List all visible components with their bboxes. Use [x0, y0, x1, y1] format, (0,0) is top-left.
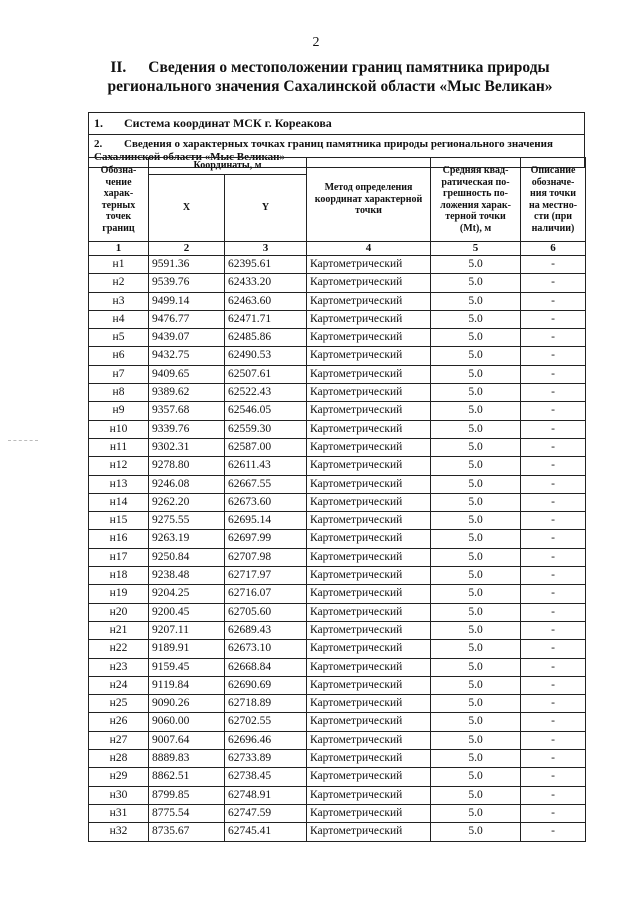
- description-cell: -: [521, 731, 586, 749]
- table-row: [89, 640, 586, 658]
- header-y: Y: [225, 175, 307, 242]
- point-id: н23: [89, 658, 149, 676]
- coordinates-table: [88, 157, 586, 842]
- method-cell: Картометрический: [307, 329, 431, 347]
- coord-y: 62395.61: [225, 256, 307, 274]
- error-cell: 5.0: [431, 823, 521, 841]
- coord-y: 62471.71: [225, 310, 307, 328]
- table-row: [89, 621, 586, 639]
- error-cell: 5.0: [431, 310, 521, 328]
- description-cell: -: [521, 676, 586, 694]
- table-row: [89, 750, 586, 768]
- coord-x: 8862.51: [149, 768, 225, 786]
- error-cell: 5.0: [431, 585, 521, 603]
- column-number: 5: [431, 242, 521, 256]
- error-cell: 5.0: [431, 731, 521, 749]
- coord-x: 9263.19: [149, 530, 225, 548]
- coord-x: 9159.45: [149, 658, 225, 676]
- description-cell: -: [521, 329, 586, 347]
- column-numbers-row: [89, 242, 586, 256]
- coord-x: 9275.55: [149, 512, 225, 530]
- column-number: 3: [225, 242, 307, 256]
- coord-x: 9409.65: [149, 365, 225, 383]
- description-cell: -: [521, 274, 586, 292]
- section-title-line2: регионального значения Сахалинской области «Мыс Великан»: [107, 78, 553, 95]
- point-id: н22: [89, 640, 149, 658]
- method-cell: Картометрический: [307, 256, 431, 274]
- point-id: н15: [89, 512, 149, 530]
- table-row: [89, 695, 586, 713]
- coord-y: 62747.59: [225, 804, 307, 822]
- coord-y: 62696.46: [225, 731, 307, 749]
- description-cell: -: [521, 786, 586, 804]
- coord-x: 9204.25: [149, 585, 225, 603]
- table-row: [89, 731, 586, 749]
- error-cell: 5.0: [431, 292, 521, 310]
- error-cell: 5.0: [431, 640, 521, 658]
- method-cell: Картометрический: [307, 804, 431, 822]
- error-cell: 5.0: [431, 457, 521, 475]
- method-cell: Картометрический: [307, 310, 431, 328]
- point-id: н6: [89, 347, 149, 365]
- coord-x: 9278.80: [149, 457, 225, 475]
- method-cell: Картометрический: [307, 402, 431, 420]
- method-cell: Картометрический: [307, 530, 431, 548]
- table-row: [89, 457, 586, 475]
- coord-y: 62546.05: [225, 402, 307, 420]
- method-cell: Картометрический: [307, 695, 431, 713]
- header-description: Описание обозначе-ния точки на местно-сти (при наличии): [521, 158, 586, 242]
- method-cell: Картометрический: [307, 512, 431, 530]
- coord-y: 62433.20: [225, 274, 307, 292]
- description-cell: -: [521, 585, 586, 603]
- table-row: [89, 548, 586, 566]
- error-cell: 5.0: [431, 750, 521, 768]
- coord-x: 8889.83: [149, 750, 225, 768]
- point-id: н2: [89, 274, 149, 292]
- coordinate-system-row: [89, 113, 585, 135]
- error-cell: 5.0: [431, 365, 521, 383]
- coord-y: 62702.55: [225, 713, 307, 731]
- table-row: [89, 530, 586, 548]
- point-id: н4: [89, 310, 149, 328]
- table-row: [89, 420, 586, 438]
- description-cell: -: [521, 603, 586, 621]
- point-id: н28: [89, 750, 149, 768]
- table-row: [89, 438, 586, 456]
- description-cell: -: [521, 310, 586, 328]
- point-id: н16: [89, 530, 149, 548]
- point-id: н30: [89, 786, 149, 804]
- point-id: н9: [89, 402, 149, 420]
- error-cell: 5.0: [431, 512, 521, 530]
- error-cell: 5.0: [431, 402, 521, 420]
- method-cell: Картометрический: [307, 292, 431, 310]
- coord-y: 62695.14: [225, 512, 307, 530]
- coord-y: 62733.89: [225, 750, 307, 768]
- error-cell: 5.0: [431, 768, 521, 786]
- error-cell: 5.0: [431, 713, 521, 731]
- table-row: [89, 786, 586, 804]
- table-row: [89, 676, 586, 694]
- error-cell: 5.0: [431, 621, 521, 639]
- method-cell: Картометрический: [307, 457, 431, 475]
- coord-x: 9007.64: [149, 731, 225, 749]
- error-cell: 5.0: [431, 567, 521, 585]
- coord-x: 9090.26: [149, 695, 225, 713]
- table-row: [89, 658, 586, 676]
- method-cell: Картометрический: [307, 384, 431, 402]
- method-cell: Картометрический: [307, 750, 431, 768]
- coord-y: 62717.97: [225, 567, 307, 585]
- point-id: н1: [89, 256, 149, 274]
- point-id: н21: [89, 621, 149, 639]
- table-row: [89, 402, 586, 420]
- table-row: [89, 567, 586, 585]
- error-cell: 5.0: [431, 347, 521, 365]
- error-cell: 5.0: [431, 475, 521, 493]
- column-number: 6: [521, 242, 586, 256]
- coord-y: 62673.10: [225, 640, 307, 658]
- coord-x: 9476.77: [149, 310, 225, 328]
- coord-x: 9250.84: [149, 548, 225, 566]
- description-cell: -: [521, 256, 586, 274]
- method-cell: Картометрический: [307, 768, 431, 786]
- points-info-label: Сведения о характерных точках границ памятника природы регионального значения Сахалинской области «Мыс Великан»: [94, 138, 553, 163]
- error-cell: 5.0: [431, 329, 521, 347]
- description-cell: -: [521, 621, 586, 639]
- description-cell: -: [521, 768, 586, 786]
- coord-x: 9119.84: [149, 676, 225, 694]
- coord-x: 9262.20: [149, 493, 225, 511]
- description-cell: -: [521, 567, 586, 585]
- error-cell: 5.0: [431, 786, 521, 804]
- description-cell: -: [521, 420, 586, 438]
- coord-y: 62718.89: [225, 695, 307, 713]
- header-x: X: [149, 175, 225, 242]
- coord-x: 9246.08: [149, 475, 225, 493]
- method-cell: Картометрический: [307, 676, 431, 694]
- coord-y: 62485.86: [225, 329, 307, 347]
- coord-y: 62559.30: [225, 420, 307, 438]
- header-error: Средняя квад-ратическая по-грешность по-ложения харак-терной точки (Mt), м: [431, 158, 521, 242]
- description-cell: -: [521, 640, 586, 658]
- point-id: н10: [89, 420, 149, 438]
- table-row: [89, 310, 586, 328]
- coord-x: 9200.45: [149, 603, 225, 621]
- description-cell: -: [521, 512, 586, 530]
- error-cell: 5.0: [431, 438, 521, 456]
- table-row: [89, 292, 586, 310]
- description-cell: -: [521, 804, 586, 822]
- method-cell: Картометрический: [307, 786, 431, 804]
- coord-y: 62697.99: [225, 530, 307, 548]
- point-id: н12: [89, 457, 149, 475]
- coord-x: 9432.75: [149, 347, 225, 365]
- coord-y: 62611.43: [225, 457, 307, 475]
- coord-x: 9439.07: [149, 329, 225, 347]
- coord-y: 62673.60: [225, 493, 307, 511]
- point-id: н3: [89, 292, 149, 310]
- method-cell: Картометрический: [307, 438, 431, 456]
- coord-x: 9060.00: [149, 713, 225, 731]
- table-row: [89, 603, 586, 621]
- point-id: н27: [89, 731, 149, 749]
- description-cell: -: [521, 475, 586, 493]
- point-id: н20: [89, 603, 149, 621]
- description-cell: -: [521, 658, 586, 676]
- error-cell: 5.0: [431, 695, 521, 713]
- point-id: н24: [89, 676, 149, 694]
- error-cell: 5.0: [431, 274, 521, 292]
- table-row: [89, 475, 586, 493]
- coordinate-system-label: Система координат МСК г. Кореакова: [124, 116, 332, 130]
- method-cell: Картометрический: [307, 274, 431, 292]
- point-id: н19: [89, 585, 149, 603]
- error-cell: 5.0: [431, 384, 521, 402]
- table-row: [89, 365, 586, 383]
- point-id: н8: [89, 384, 149, 402]
- coord-x: 9539.76: [149, 274, 225, 292]
- method-cell: Картометрический: [307, 731, 431, 749]
- column-number: 1: [89, 242, 149, 256]
- coord-x: 9591.36: [149, 256, 225, 274]
- error-cell: 5.0: [431, 256, 521, 274]
- coord-x: 9302.31: [149, 438, 225, 456]
- method-cell: Картометрический: [307, 713, 431, 731]
- coord-x: 9389.62: [149, 384, 225, 402]
- point-id: н18: [89, 567, 149, 585]
- error-cell: 5.0: [431, 548, 521, 566]
- header-method: Метод определения координат характерной точки: [307, 158, 431, 242]
- description-cell: -: [521, 292, 586, 310]
- coord-y: 62705.60: [225, 603, 307, 621]
- point-id: н26: [89, 713, 149, 731]
- method-cell: Картометрический: [307, 475, 431, 493]
- description-cell: -: [521, 457, 586, 475]
- description-cell: -: [521, 750, 586, 768]
- method-cell: Картометрический: [307, 347, 431, 365]
- description-cell: -: [521, 493, 586, 511]
- row-number: 2.: [94, 138, 103, 150]
- coord-y: 62522.43: [225, 384, 307, 402]
- coord-x: 9357.68: [149, 402, 225, 420]
- error-cell: 5.0: [431, 676, 521, 694]
- row-number: 1.: [94, 116, 103, 130]
- column-number: 2: [149, 242, 225, 256]
- page-number: 2: [312, 35, 320, 50]
- scan-artifact: [8, 440, 38, 441]
- description-cell: -: [521, 713, 586, 731]
- table-row: [89, 329, 586, 347]
- description-cell: -: [521, 530, 586, 548]
- table-row: [89, 713, 586, 731]
- point-id: н17: [89, 548, 149, 566]
- point-id: н13: [89, 475, 149, 493]
- error-cell: 5.0: [431, 658, 521, 676]
- table-row: [89, 823, 586, 841]
- point-id: н14: [89, 493, 149, 511]
- coord-y: 62738.45: [225, 768, 307, 786]
- error-cell: 5.0: [431, 420, 521, 438]
- header-designation: Обозна-чение харак-терных точек границ: [89, 158, 149, 242]
- error-cell: 5.0: [431, 493, 521, 511]
- coord-y: 62745.41: [225, 823, 307, 841]
- coord-y: 62668.84: [225, 658, 307, 676]
- method-cell: Картометрический: [307, 823, 431, 841]
- table-row: [89, 768, 586, 786]
- error-cell: 5.0: [431, 530, 521, 548]
- method-cell: Картометрический: [307, 548, 431, 566]
- description-cell: -: [521, 823, 586, 841]
- point-id: н32: [89, 823, 149, 841]
- coord-y: 62507.61: [225, 365, 307, 383]
- method-cell: Картометрический: [307, 567, 431, 585]
- coord-y: 62690.69: [225, 676, 307, 694]
- table-row: [89, 585, 586, 603]
- coord-x: 8735.67: [149, 823, 225, 841]
- table-row: [89, 274, 586, 292]
- section-title-line1: Сведения о местоположении границ памятника природы: [148, 59, 550, 76]
- method-cell: Картометрический: [307, 585, 431, 603]
- point-id: н5: [89, 329, 149, 347]
- method-cell: Картометрический: [307, 658, 431, 676]
- coord-y: 62689.43: [225, 621, 307, 639]
- error-cell: 5.0: [431, 804, 521, 822]
- method-cell: Картометрический: [307, 493, 431, 511]
- point-id: н29: [89, 768, 149, 786]
- description-cell: -: [521, 402, 586, 420]
- point-id: н25: [89, 695, 149, 713]
- coord-x: 9339.76: [149, 420, 225, 438]
- method-cell: Картометрический: [307, 603, 431, 621]
- section-title: [60, 58, 600, 96]
- section-number: II.: [110, 59, 127, 76]
- table-row: [89, 256, 586, 274]
- method-cell: Картометрический: [307, 365, 431, 383]
- coord-x: 9207.11: [149, 621, 225, 639]
- coord-x: 9499.14: [149, 292, 225, 310]
- coord-y: 62463.60: [225, 292, 307, 310]
- table-row: [89, 384, 586, 402]
- description-cell: -: [521, 365, 586, 383]
- coord-y: 62748.91: [225, 786, 307, 804]
- point-id: н7: [89, 365, 149, 383]
- coord-x: 9238.48: [149, 567, 225, 585]
- method-cell: Картометрический: [307, 621, 431, 639]
- coord-x: 9189.91: [149, 640, 225, 658]
- coord-y: 62490.53: [225, 347, 307, 365]
- table-row: [89, 347, 586, 365]
- coord-x: 8799.85: [149, 786, 225, 804]
- table-row: [89, 493, 586, 511]
- description-cell: -: [521, 347, 586, 365]
- header-coordinates: Координаты, м: [149, 158, 307, 175]
- coord-x: 8775.54: [149, 804, 225, 822]
- point-id: н31: [89, 804, 149, 822]
- error-cell: 5.0: [431, 603, 521, 621]
- coord-y: 62716.07: [225, 585, 307, 603]
- coord-y: 62707.98: [225, 548, 307, 566]
- description-cell: -: [521, 384, 586, 402]
- description-cell: -: [521, 695, 586, 713]
- table-row: [89, 512, 586, 530]
- description-cell: -: [521, 438, 586, 456]
- point-id: н11: [89, 438, 149, 456]
- method-cell: Картометрический: [307, 640, 431, 658]
- description-cell: -: [521, 548, 586, 566]
- table-row: [89, 804, 586, 822]
- coord-y: 62587.00: [225, 438, 307, 456]
- method-cell: Картометрический: [307, 420, 431, 438]
- column-number: 4: [307, 242, 431, 256]
- coord-y: 62667.55: [225, 475, 307, 493]
